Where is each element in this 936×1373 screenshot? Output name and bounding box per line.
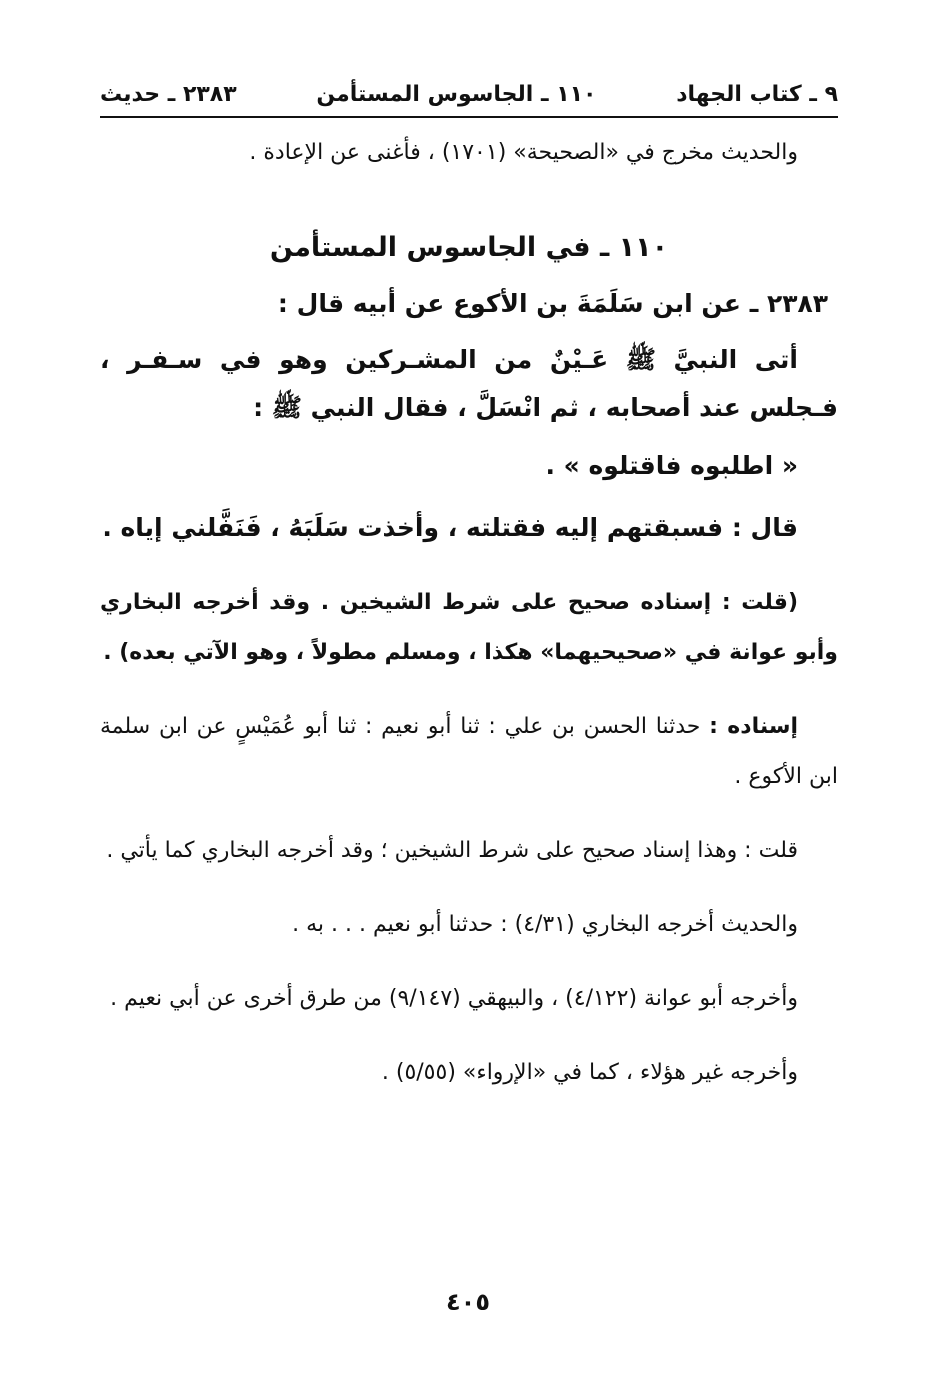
isnad-text: حدثنا الحسن بن علي : ثنا أبو نعيم : ثنا أبو عُمَيْسٍ عن ابن سلمة ابن الأكوع . bbox=[100, 714, 838, 789]
page-header bbox=[100, 72, 838, 118]
chapter-heading: ١١٠ ـ في الجاسوس المستأمن bbox=[269, 232, 669, 263]
hadith-title: ٢٣٨٣ ـ عن ابن سَلَمَةَ بن الأكوع عن أبيه قال : bbox=[277, 289, 828, 318]
page-number: ٤٠٥ bbox=[446, 1288, 490, 1316]
abuawana-paragraph: وأخرجه أبو عوانة (٤/١٢٢) ، والبيهقي (٩/١٤٧) من طرق أخرى عن أبي نعيم . bbox=[110, 986, 798, 1011]
header-book-title: ٩ ـ كتاب الجهاد bbox=[676, 81, 838, 107]
irwa-paragraph: وأخرجه غير هؤلاء ، كما في «الإرواء» (٥/٥٥) . bbox=[381, 1060, 798, 1085]
hadith-text: أتى النبيَّ ﷺ عَـيْنٌ من المشـركين وهو في سـفـر ، فـجلس عند أصحابه ، ثم انْسَلَّ ، فقال النبي ﷺ : bbox=[100, 345, 838, 422]
isnad-paragraph bbox=[100, 702, 838, 802]
header-chapter-title: ١١٠ ـ الجاسوس المستأمن bbox=[316, 81, 597, 107]
hadith-quote: « اطلبوه فاقتلوه » . bbox=[545, 451, 798, 480]
hadith-qala: قال : فسبقتهم إليه فقتلته ، وأخذت سَلَبَهُ ، فَنَفَّلني إياه . bbox=[102, 513, 798, 542]
sahih-paragraph: قلت : وهذا إسناد صحيح على شرط الشيخين ؛ وقد أخرجه البخاري كما يأتي . bbox=[106, 838, 798, 863]
author-note: (قلت : إسناده صحيح على شرط الشيخين . وقد أخرجه البخاري وأبو عوانة في «صحيحيهما» هكذا ، ومسلم مطولاً ، وهو الآتي بعده) . bbox=[100, 590, 838, 665]
bukhari-paragraph: والحديث أخرجه البخاري (٤/٣١) : حدثنا أبو نعيم . . . به . bbox=[292, 912, 798, 937]
intro-line: والحديث مخرج في «الصحيحة» (١٧٠١) ، فأغنى عن الإعادة . bbox=[249, 140, 798, 165]
isnad-label: إسناده : bbox=[709, 714, 798, 739]
page-body bbox=[100, 130, 838, 1098]
header-hadith-number: ٢٣٨٣ ـ حديث bbox=[100, 81, 237, 107]
